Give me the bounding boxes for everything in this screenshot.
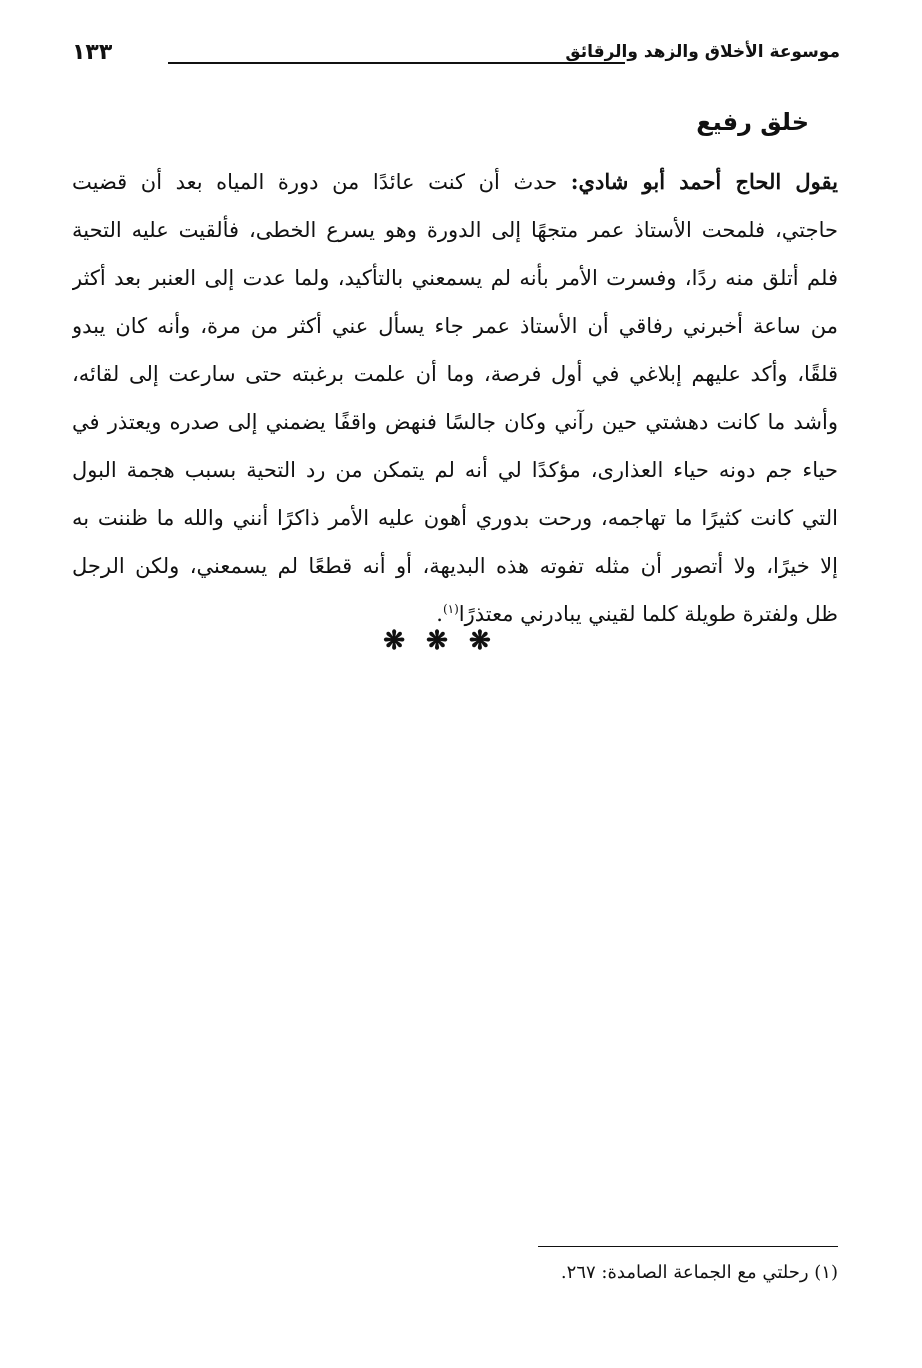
running-header: [72, 38, 840, 72]
text-line-rest: حدث أن كنت عائدًا من دورة المياه بعد أن قضيت: [72, 170, 558, 194]
section-separator: ❋ ❋ ❋: [383, 626, 497, 656]
footnote-reference[interactable]: (١): [442, 602, 459, 616]
text-line: فلم أتلق منه ردًا، وفسرت الأمر بأنه لم يسمعني بالتأكيد، ولما عدت إلى العنبر بعد أكثر: [72, 266, 838, 290]
text-line: حاجتي، فلمحت الأستاذ عمر متجهًا إلى الدورة وهو يسرع الخطى، فألقيت عليه التحية: [72, 218, 838, 242]
text-line: قلقًا، وأكد عليهم إبلاغي في أول فرصة، وما أن علمت برغبته حتى سارعت إلى لقائه،: [72, 362, 838, 386]
body-text: [72, 158, 838, 638]
text-line: من ساعة أخبرني رفاقي أن الأستاذ عمر جاء يسأل عني أكثر من مرة، وأنه كان يبدو: [72, 314, 838, 338]
book-title: موسوعة الأخلاق والزهد والرقائق: [565, 42, 840, 62]
page-number: ١٣٣: [72, 40, 113, 65]
section-title: خلق رفيع: [696, 108, 809, 136]
text-line-content: ظل ولفترة طويلة كلما لقيني يبادرني معتذرًا: [458, 602, 838, 626]
text-line: [72, 158, 838, 206]
text-line: إلا خيرًا، ولا أتصور أن مثله تفوته هذه البديهة، أو أنه قطعًا لم يسمعني، ولكن الرجل: [72, 554, 838, 578]
text-line: وأشد ما كانت دهشتي حين رآني وكان جالسًا فنهض واقفًا يضمني إلى صدره ويعتذر في: [72, 410, 838, 434]
text-line: حياء جم دونه حياء العذارى، مؤكدًا لي أنه لم يتمكن من رد التحية بسبب هجمة البول: [72, 458, 838, 482]
text-line: التي كانت كثيرًا ما تهاجمه، ورحت بدوري أهون عليه الأمر ذاكرًا أنني والله ما ظننت به: [72, 506, 838, 530]
footnote: (١) رحلتي مع الجماعة الصامدة: ٢٦٧.: [560, 1262, 838, 1283]
footnote-rule: [538, 1246, 838, 1247]
text-line-end: .: [436, 602, 443, 626]
speaker-intro: يقول الحاج أحمد أبو شادي:: [570, 169, 838, 194]
header-rule: [168, 62, 625, 64]
